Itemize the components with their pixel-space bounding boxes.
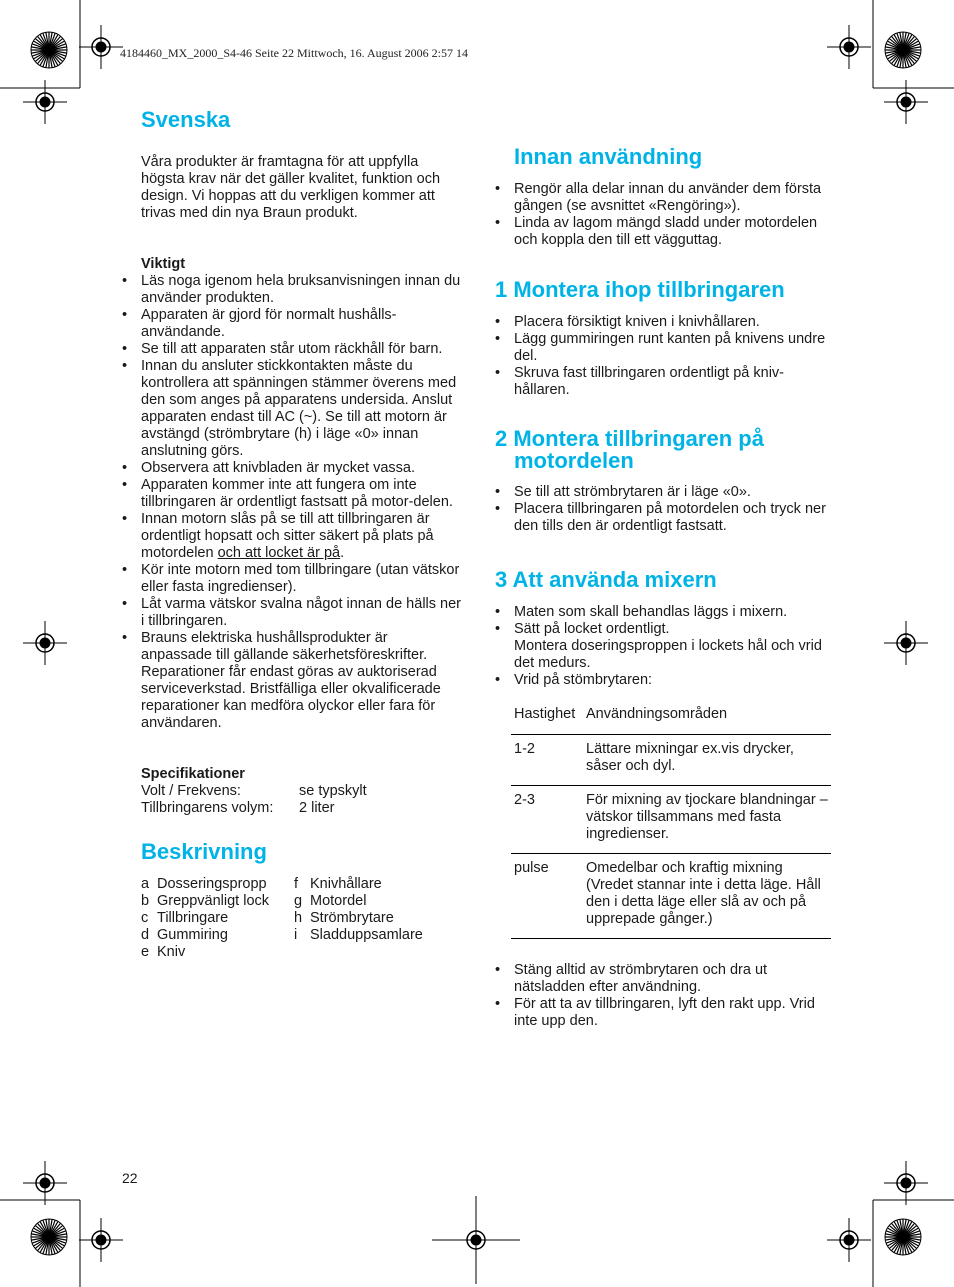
list-item: • Sätt på locket ordentligt. Montera doseringsproppen i lockets hål och vrid det medurs. (495, 621, 835, 672)
part-item: d Gummiring (141, 927, 228, 943)
list-item: • Lägg gummiringen runt kanten på knivens undre del. (495, 331, 835, 365)
spec-row: Tillbringarens volym: 2 liter (141, 800, 335, 816)
registration-crosshair-icon (827, 25, 871, 69)
part-item: f Knivhållare (294, 876, 382, 892)
right-column (495, 145, 835, 1030)
list-item: • Läs noga igenom hela bruksanvisningen innan du använder produkten. (122, 273, 461, 307)
registration-crosshair-icon (23, 621, 67, 665)
column-header: Hastighet (511, 706, 586, 735)
registration-crosshair-icon (827, 1218, 871, 1262)
list-item: • Placera tillbringaren på motordelen och tryck ner den tills den är ordentligt fastsatt. (495, 501, 835, 535)
list-item: • Maten som skall behandlas läggs i mixern. (495, 604, 835, 621)
spec-row: Volt / Frekvens: se typskylt (141, 783, 367, 799)
step1-title: 1 Montera ihop tillbringaren (495, 277, 785, 302)
description-title: Beskrivning (141, 839, 267, 864)
left-column (141, 108, 461, 961)
parts-column-left (141, 876, 294, 961)
list-item: • Se till att apparaten står utom räckhåll för barn. (122, 341, 461, 358)
table-row: 1-2 Lättare mixningar ex.vis drycker, såser och dyl. (511, 735, 831, 786)
before-use-list (495, 181, 835, 249)
list-item: • Linda av lagom mängd sladd under motordelen och koppla den till ett vägguttag. (495, 215, 835, 249)
list-item: • Låt varma vätskor svalna något innan de hälls ner i tillbringaren. (122, 596, 461, 630)
part-item: h Strömbrytare (294, 910, 394, 926)
list-item: • Se till att strömbrytaren är i läge «0». (495, 484, 835, 501)
intro-text: Våra produkter är framtagna för att uppfylla högsta krav när det gäller kvalitet, funktion och design. Vi hoppas att du verkligen kommer att trivas med din nya Braun produkt. (141, 154, 441, 221)
registration-starburst-icon (31, 32, 67, 68)
registration-crosshair-icon (884, 621, 928, 665)
list-item: • Skruva fast tillbringaren ordentligt på kniv-hållaren. (495, 365, 835, 399)
part-item: i Sladduppsamlare (294, 927, 423, 943)
before-use-title: Innan användning (514, 144, 703, 169)
registration-crosshair-icon (23, 80, 67, 124)
registration-crosshair-icon (884, 1161, 928, 1205)
language-title: Svenska (141, 107, 231, 132)
parts-list (141, 876, 461, 961)
step2-list (495, 484, 835, 535)
list-item: • Innan motorn slås på se till att tillbringaren är ordentligt hopsatt och sitter säkert på plats på motordelen och att locket är på. (122, 511, 461, 562)
list-item: • Kör inte motorn med tom tillbringare (utan vätskor eller fasta ingredienser). (122, 562, 461, 596)
list-item: • Placera försiktigt kniven i knivhållaren. (495, 314, 835, 331)
list-item: • Apparaten är gjord för normalt hushålls-användande. (122, 307, 461, 341)
list-item: • Rengör alla delar innan du använder dem första gången (se avsnittet «Rengöring»). (495, 181, 835, 215)
part-item: a Dosseringspropp (141, 876, 267, 892)
registration-starburst-icon (885, 1219, 921, 1255)
registration-starburst-icon (885, 32, 921, 68)
list-item: • Stäng alltid av strömbrytaren och dra ut nätsladden efter användning. (495, 962, 835, 996)
table-row: pulse Omedelbar och kraftig mixning (Vredet stannar inte i detta läge. Håll den i detta läge eller slå av och på upprepade gånger.) (511, 854, 831, 939)
table-header (511, 706, 831, 735)
underlined-text: och att locket är på (217, 545, 341, 561)
print-header: 4184460_MX_2000_S4-46 Seite 22 Mittwoch, 16. August 2006 2:57 14 (120, 46, 469, 60)
step3-title: 3 Att använda mixern (495, 567, 717, 592)
part-item: b Greppvänligt lock (141, 893, 270, 909)
part-item: c Tillbringare (141, 910, 229, 926)
list-item: • Vrid på stömbrytaren: (495, 672, 835, 689)
registration-crosshair-icon (432, 1196, 520, 1284)
parts-column-right (294, 876, 423, 961)
speed-table (511, 706, 831, 939)
list-item: • För att ta av tillbringaren, lyft den rakt upp. Vrid inte upp den. (495, 996, 835, 1030)
step1-list (495, 314, 835, 399)
table-row: 2-3 För mixning av tjockare blandningar – vätskor tillsammans med fasta ingredienser. (511, 786, 831, 854)
registration-crosshair-icon (79, 25, 123, 69)
registration-crosshair-icon (884, 80, 928, 124)
list-item: • Apparaten kommer inte att fungera om inte tillbringaren är ordentligt fastsatt på motor-delen. (122, 477, 461, 511)
spec-heading: Specifikationer (141, 766, 245, 782)
step3-list (495, 604, 835, 689)
registration-crosshair-icon (23, 1161, 67, 1205)
list-item: • Brauns elektriska hushållsprodukter är anpassade till gällande säkerhetsföreskrifter. Reparationer får endast göras av auktoriserad serviceverkstad. Bristfälliga eller okvalificerade reparationer kan medföra olyckor eller fara för användaren. (122, 630, 461, 732)
important-list (122, 273, 461, 732)
list-item: • Observera att knivbladen är mycket vassa. (122, 460, 461, 477)
list-item: • Innan du ansluter stickkontakten måste du kontrollera att spänningen stämmer överens med den som anges på apparatens undersida. Anslut apparaten endast till AC (~). Se till att motorn är avstängd (strömbrytare (h) i läge «0» innan anslutning görs. (122, 358, 461, 460)
registration-starburst-icon (31, 1219, 67, 1255)
part-item: g Motordel (294, 893, 367, 909)
column-header: Användningsområden (586, 706, 831, 735)
page-number: 22 (122, 1170, 138, 1186)
step2-title: 2 Montera tillbringaren på motordelen (495, 426, 764, 473)
registration-crosshair-icon (79, 1218, 123, 1262)
after-use-list (495, 962, 835, 1030)
part-item: e Kniv (141, 944, 186, 960)
important-heading: Viktigt (141, 256, 186, 272)
